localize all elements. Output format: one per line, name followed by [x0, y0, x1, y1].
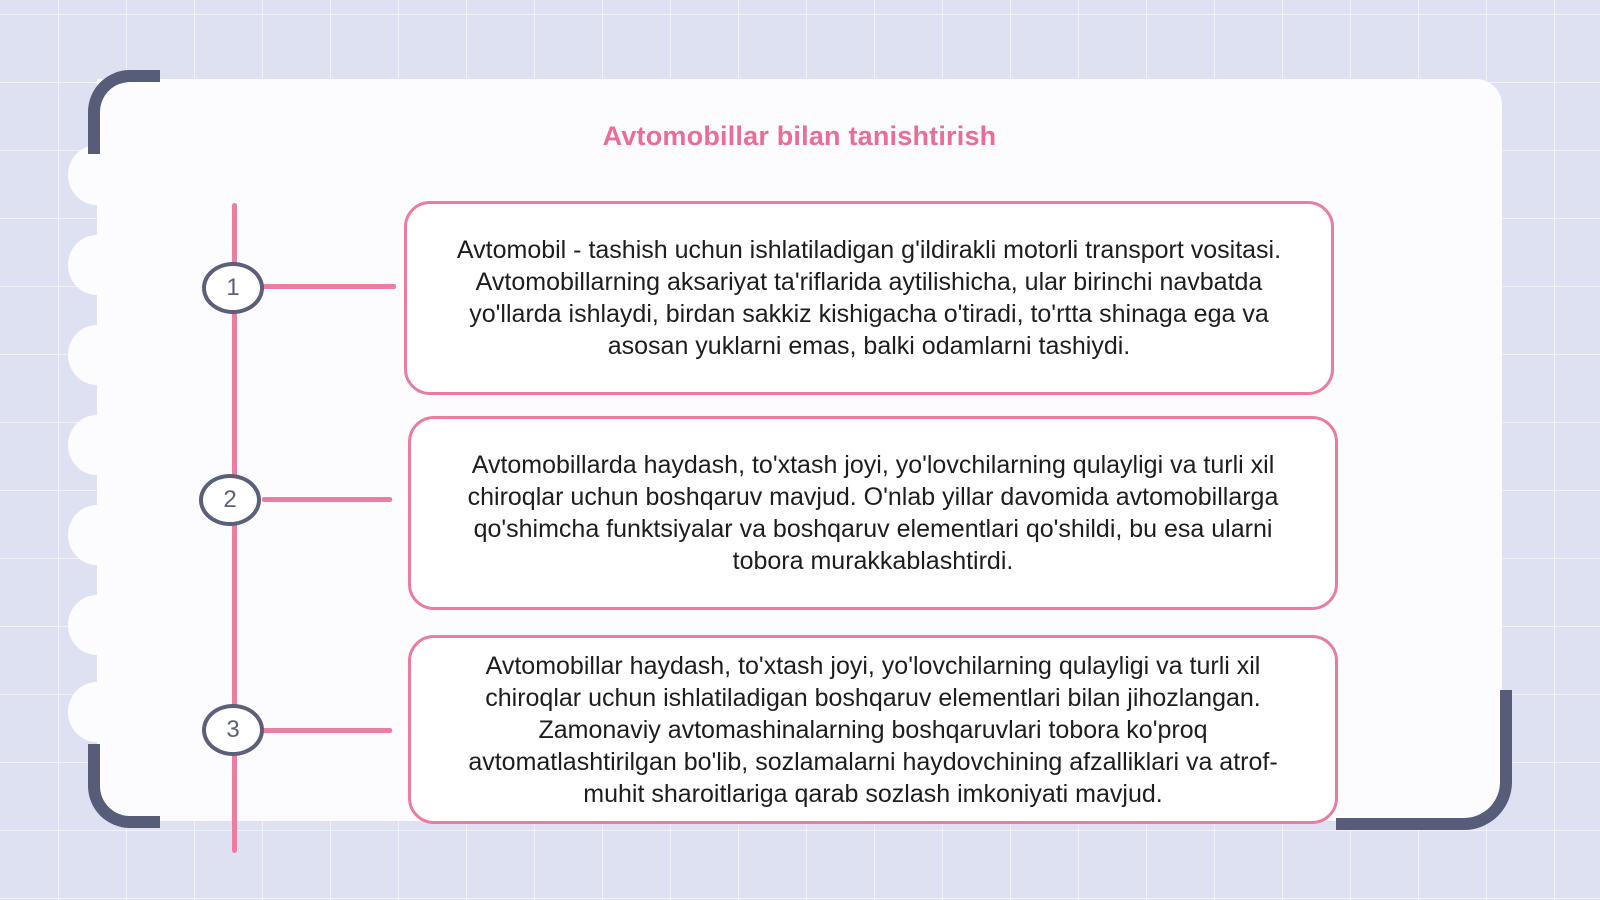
corner-bracket-bottom-left — [88, 744, 160, 828]
timeline-connector — [262, 284, 396, 289]
card-scallop — [68, 325, 126, 385]
slide-title: Avtomobillar bilan tanishtirish — [602, 121, 997, 151]
card-scallop — [68, 505, 126, 565]
timeline-textbox-3 — [408, 635, 1338, 824]
timeline-marker-2: 2 — [199, 474, 261, 526]
timeline-textbox-2 — [408, 416, 1338, 610]
timeline-text-3: Avtomobillar haydash, to'xtash joyi, yo'lovchilarning qulayligi va turli xil chiroqlar uchun ishlatiladigan boshqaruv elementlari bilan jihozlangan. Zamonaviy avtomashinalarning boshqaruvlari tobora ko'proq avtomatlashtirilgan bo'lib, sozlamalarni haydovchining afzalliklari va atrof-muhit sharoitlariga qarab sozlash imkoniyati mavjud. — [468, 651, 1278, 808]
card-scallop — [68, 145, 126, 205]
card-scallop — [68, 415, 126, 475]
card-scallop — [68, 595, 126, 655]
timeline-marker-3: 3 — [202, 704, 264, 756]
timeline-marker-1: 1 — [202, 262, 264, 314]
card-scallop — [68, 235, 126, 295]
timeline-text-1: Avtomobil - tashish uchun ishlatiladigan g'ildirakli motorli transport vositasi. Avtomobillarning aksariyat ta'riflarida aytilishicha, ular birinchi navbatda yo'llarda ishlaydi, birdan sakkiz kishigacha o'tiradi, to'rtta shinaga ega va asosan yuklarni emas, balki odamlarni tashiydi. — [456, 236, 1282, 360]
timeline-connector — [262, 728, 392, 733]
corner-bracket-bottom-right — [1336, 690, 1512, 830]
timeline-textbox-1 — [404, 201, 1334, 395]
card-scallop — [68, 682, 126, 742]
timeline-connector — [262, 497, 392, 502]
timeline-text-2: Avtomobillarda haydash, to'xtash joyi, yo'lovchilarning qulayligi va turli xil chiroqlar uchun boshqaruv mavjud. O'nlab yillar davomida avtomobillarga qo'shimcha funktsiyalar va boshqaruv elementlari qo'shildi, bu esa ularni tobora murakkablashtirdi. — [467, 451, 1279, 575]
